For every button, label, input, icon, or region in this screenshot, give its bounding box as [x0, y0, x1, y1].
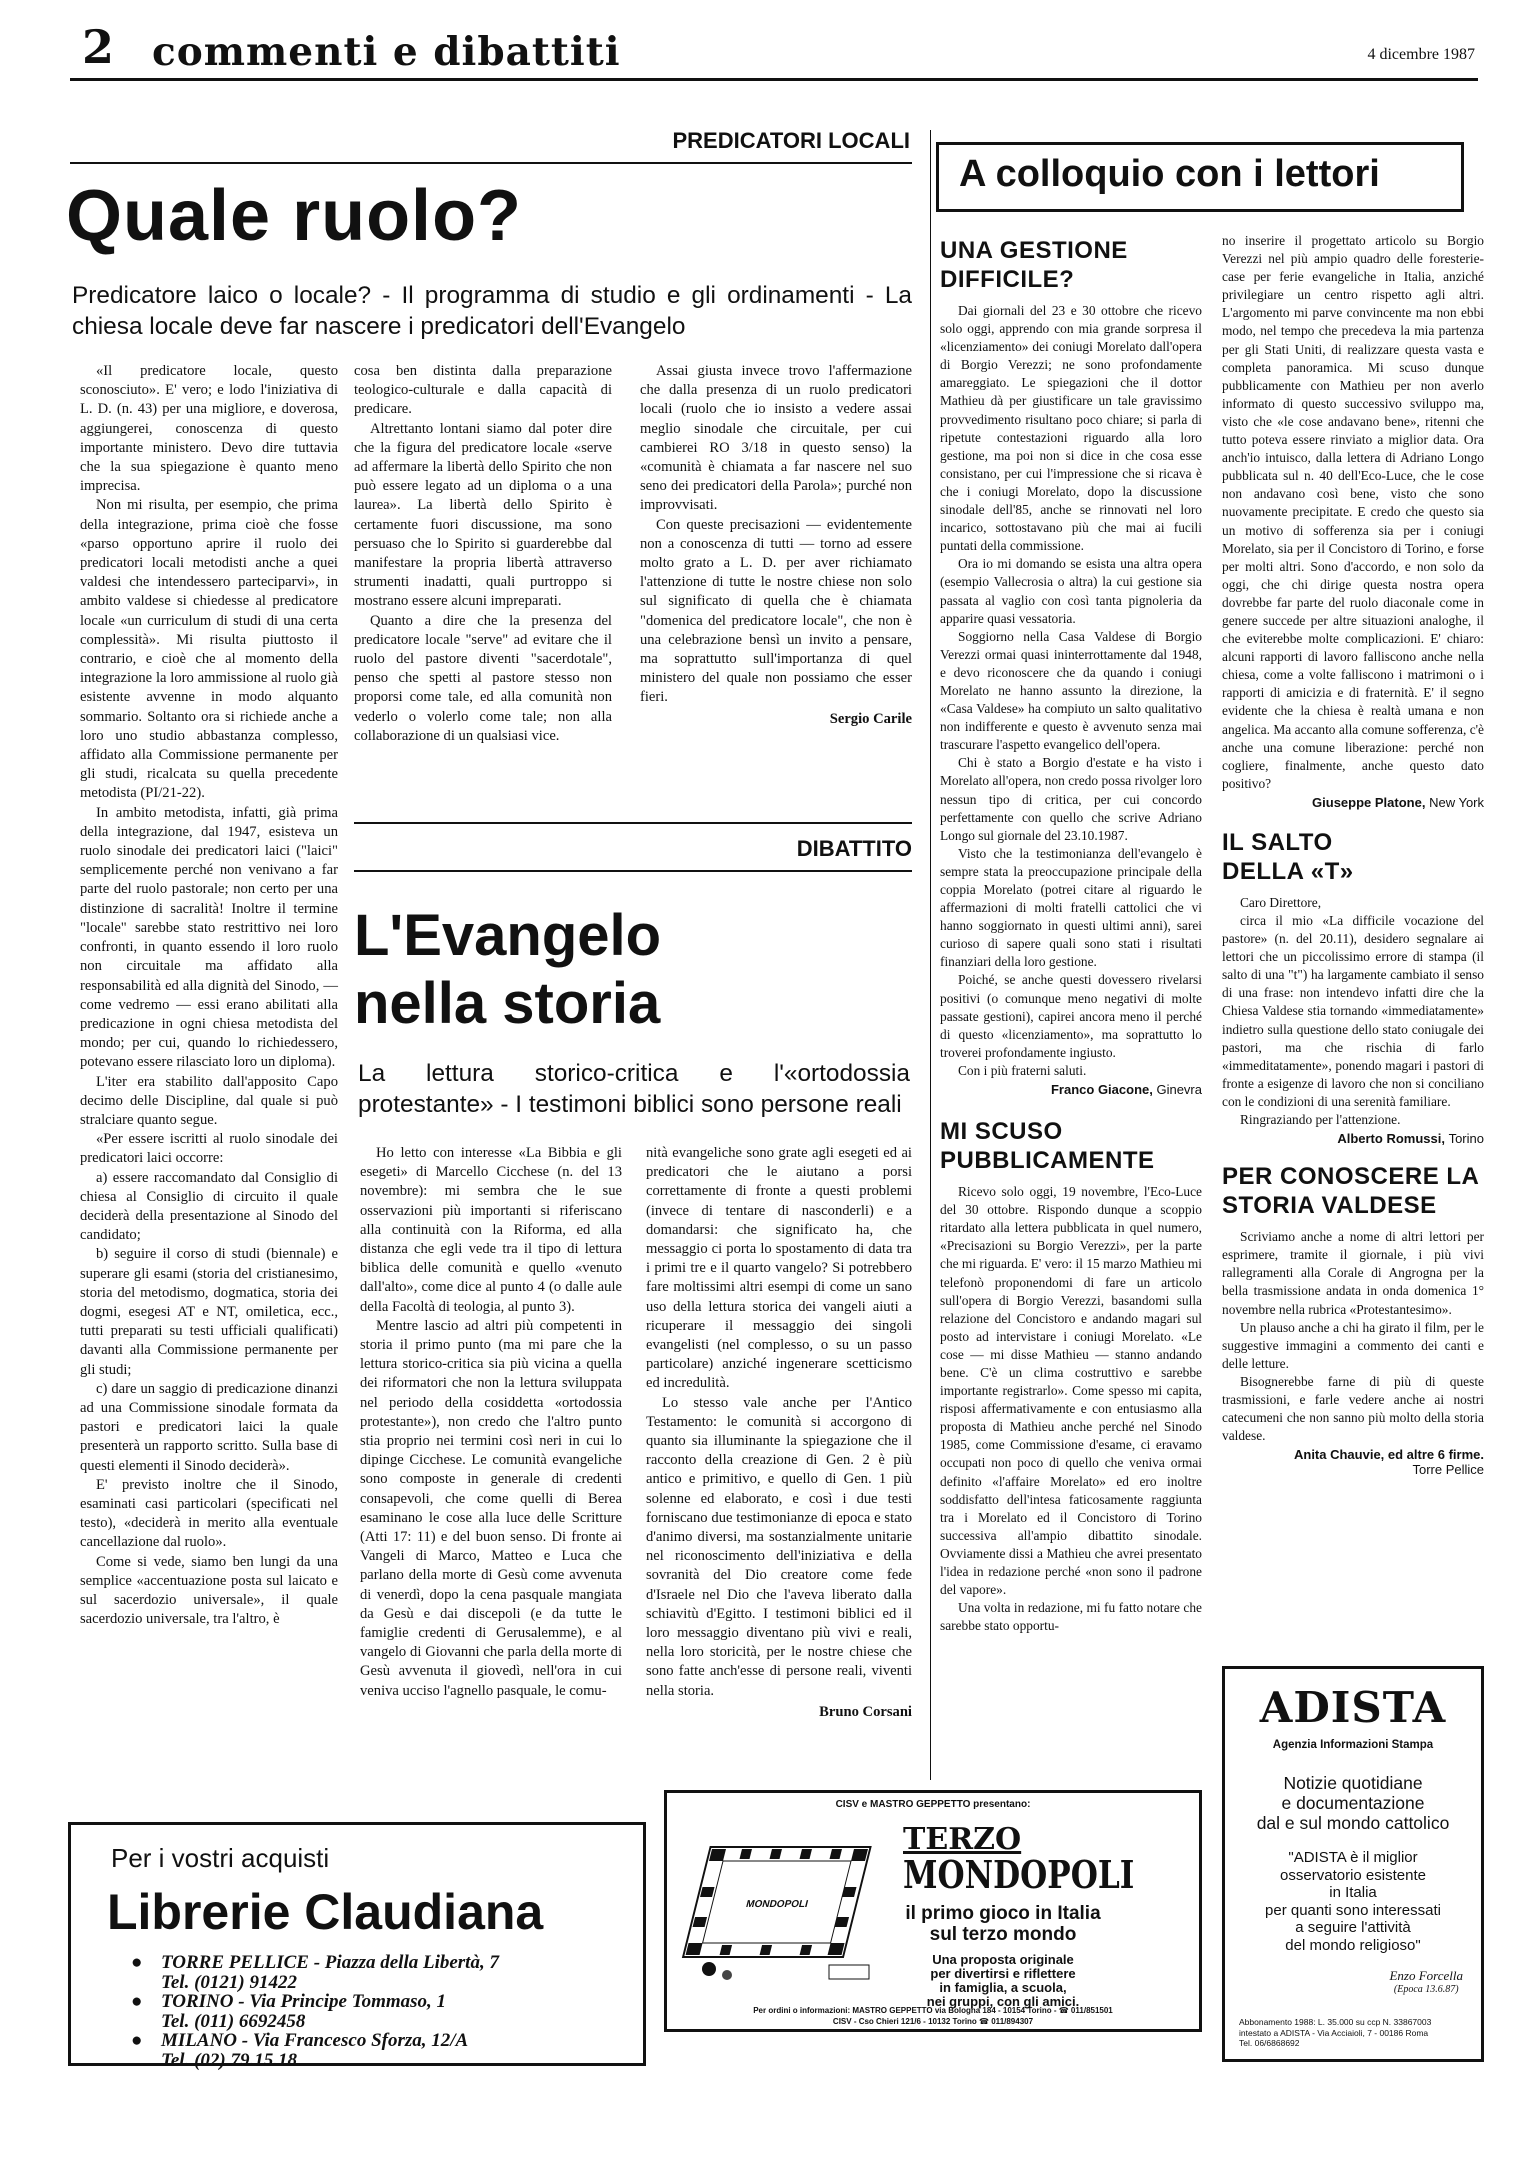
- signer-name: Giuseppe Platone: [1312, 794, 1422, 810]
- letter1-body: [940, 302, 1202, 1080]
- article1-subtitle: Predicatore laico o locale? - Il programma di studio e gli ordinamenti - La chiesa locale deve far nascere i predicatori dell'Evangelo: [72, 282, 912, 340]
- paragraph: Bisognerebbe farne di più di queste trasmissioni, e farle vedere anche ai nostri catecumeni che non sanno più molto della storia valdese.: [1222, 1373, 1484, 1444]
- paragraph: Ho letto con interesse «La Bibbia e gli esegeti» di Marcello Cicchese (n. del 13 novembre): mi sembra che le sue osservazioni più importanti si riferiscano alla continuità con la Riforma, ed alla distanza che egli vede tra il tipo di lettura biblica delle comunità e quello «venuto dall'alto», come dice al punto 4 (o dalle aule della Facoltà di teologia, al punto 3).: [360, 1145, 622, 1315]
- store-phone: Tel. (02) 79.15.18: [161, 2049, 297, 2071]
- column-divider: [930, 130, 931, 1780]
- paragraph: Un plauso anche a chi ha girato il film, per le suggestive immagini a commento dei canti e delle letture.: [1222, 1319, 1484, 1371]
- article1-col3: [640, 362, 912, 729]
- quote-line: osservatorio esistente: [1280, 1866, 1426, 1884]
- letter4-heading: PER CONOSCERE LA STORIA VALDESE: [1222, 1163, 1479, 1220]
- dibattito-rule: [354, 822, 912, 824]
- masthead: [70, 18, 1475, 78]
- article1-signature: Sergio Carile: [829, 710, 912, 727]
- paragraph: In ambito metodista, infatti, già prima della integrazione, dal 1947, esisteva un ruolo sinodale dei predicatori laici ("laici" semplicemente perché non venivano a far parte del ruolo pastorale; non certo per una distinzione di sacralità! Inoltre il termine "locale" sarebbe stato restrittivo nei loro confronti, in quanto essendo il loro ruolo non circuitale ma affidato alla responsabilità ed alla dignità del Sinodo, — come vedremo — essi erano abilitati alla predicazione in ogni chiesa metodista del mondo; per cui, quando lo richiedessero, potevano essere rilasciato loro un diploma).: [80, 804, 338, 1071]
- author-source: (Epoca 13.6.87): [1393, 1984, 1459, 1995]
- kicker-rule: [70, 162, 912, 164]
- issue-date: 4 dicembre 1987: [1367, 46, 1475, 63]
- store-address: TORINO - Via Principe Tommaso, 1: [161, 1991, 447, 2012]
- paragraph: L'iter era stabilito dall'apposito Capo decimo delle Discipline, dal quale si può stralciare quanto segue.: [80, 1073, 338, 1128]
- paragraph: Quanto a dire che la presenza del predicatore locale "serve" ad evitare che il ruolo del pastore diventi "sacerdotale", penso che spetti al pastore stesso non proporsi come tale, ed alla comunità non vederlo o volerlo come tale; non alla collaborazione di un qualsiasi vice.: [354, 612, 612, 744]
- paragraph: no inserire il progettato articolo su Borgio Verezzi nel più ampio quadro delle foresterie-case per ferie evangeliche in Italia, anziché privilegiare un centro rispetto agli altri. L'argomento mi parve convincente ma non ebbi modo, nel tempo che precedeva la mia partenza per gli Stati Uniti, di realizzare questa vasta e completa panoramica. Mi scuso dunque pubblicamente con Mathieu per non averlo informato di questo successivo sviluppo ma, visto che «le cose andavano bene», ritenni che tutto poteva essere rinviato a miglior data. Ora anch'io intuisco, dalla lettera di Adriano Longo pubblicata sul n. 40 dell'Eco-Luce, che le cose non andavano così bene, visto che sono nuovamente precipitate. E credo che questo sia un motivo di sofferenza sia per i coniugi Morelato, sia per il Concistoro di Torino, e forse per molti altri. Sono d'accordo, e non solo da oggi, che chi dirige questa nostra opera dovrebbe far parte del ruolo diaconale come in genere succede per altre situazioni analoghe, il che eviterebbe molte complicazioni. E' chiaro: alcuni rapporti di lavoro falliscono anche nella chiesa, come a volte falliscono i matrimoni o i rapporti di amicizia e di fraternità. E' il segno evidente che la chiesa è realtà umana e non angelica. Ma accanto alla comune sofferenza, c'è anche una comune liberazione: perché non cogliere, finalmente, anche questo dato positivo?: [1222, 233, 1484, 791]
- paragraph: Poiché, se anche questi dovessero rivelarsi positivi (o comunque meno negativi di molte passate gestioni), capirei ancora meno il perché di questo «licenziamento», ma soprattutto lo troverei profondamente ingiusto.: [940, 972, 1202, 1060]
- paragraph: Una volta in redazione, mi fu fatto notare che sarebbe stato opportu-: [940, 1600, 1202, 1634]
- letter4-signature: Anita Chauvie, ed altre 6 firme.: [1293, 1447, 1484, 1463]
- paragraph: a) essere raccomandato dal Consiglio di chiesa al Consiglio di circuito il quale deciderà della presentazione al Sinodo del candidato;: [80, 1169, 338, 1244]
- letters-right-col: [1222, 232, 1484, 1477]
- signer-city: Torino: [1448, 1131, 1484, 1147]
- paragraph: Visto che la testimonianza dell'evangelo è sempre stata la preoccupazione principale della coppia Morelato (potrei citare al riguardo le affermazioni di molti fratelli cattolici che vi hanno soggiornato in questi ultimi anni), sarei curioso di sapere quali sono stati i risultati finanziari della loro gestione.: [940, 845, 1202, 970]
- quote-line: in Italia: [1329, 1884, 1377, 1901]
- adista-fine-print: [1239, 2017, 1431, 2049]
- letters-box-title: A colloquio con i lettori: [959, 153, 1380, 195]
- tagline-line: il primo gioco in Italia: [905, 1903, 1101, 1924]
- letter4-body: [1222, 1228, 1484, 1445]
- fine-print-line: intestato a ADISTA - Via Acciaioli, 7 - 00186 Roma: [1239, 2027, 1429, 2038]
- claudiana-name: Librerie Claudiana: [107, 1884, 544, 1940]
- store-phone: Tel. (011) 6692458: [161, 2010, 306, 2032]
- desc-line: Una proposta originale: [932, 1952, 1074, 1967]
- masthead-rule: [70, 78, 1478, 81]
- author-name: Enzo Forcella: [1389, 1968, 1463, 1983]
- article2-title: [354, 902, 661, 1038]
- signer-name: Franco Giacone: [1050, 1082, 1150, 1098]
- signer-city: New York: [1429, 794, 1484, 810]
- store-item: [131, 1991, 499, 2012]
- store-phone: Tel. (0121) 91422: [161, 1971, 297, 1993]
- article1-kicker: PREDICATORI LOCALI: [672, 128, 910, 153]
- quote-line: "ADISTA è il miglior: [1288, 1849, 1418, 1866]
- title-line: L'Evangelo: [354, 903, 662, 968]
- paragraph: Non mi risulta, per esempio, che prima della integrazione, prima cioè che fosse «parso opportuno aprire il ruolo dei predicatori locali metodisti anche a quei valdesi che intendessero parteciparvi», in ambito valdese si chiedesse al predicatore locale «un curriculum di studi di una certa complessità». Mi risulta piuttosto il contrario, e cioè che al momento della integrazione la loro ammissione al ruolo già esistente avvenne in modo alquanto sommario. Soltanto ora si richiede anche a loro uno studio abbastanza complesso, affidato alla Commissione permanente per gli studi, ricalcata su quella precedente metodista (PI/21-22).: [80, 497, 338, 802]
- fine-print-line: Tel. 06/6868692: [1239, 2038, 1300, 2048]
- adista-logo: ADISTA: [1259, 1683, 1447, 1732]
- adista-lines: [1225, 1773, 1481, 1833]
- section-title: commenti e dibattiti: [152, 29, 621, 75]
- paragraph: E' previsto inoltre che il Sinodo, esaminati casi particolari (specificati nel testo), «deciderà in merito alla eventuale cancellazione dal ruolo».: [80, 1476, 338, 1551]
- mondopoli-logo: [903, 1822, 1185, 1897]
- footer-line: CISV - Cso Chieri 121/6 - 10132 Torino ☎ 011/894307: [832, 2017, 1034, 2026]
- paragraph: Lo stesso vale anche per l'Antico Testamento: le comunità si accorgono di quanto sia illuminante la spiegazione che il racconto della creazione di Gen. 2 è più antico e primitivo, e quello di Gen. 1 più solenne ed elaborato, e così i due testi forniscano due testimonianze di epoca e stato d'animo diversi, ma sostanzialmente unitarie nel riconoscimento dell'iniziativa e della sovranità del Dio creatore come fede d'Israele nel Dio che l'aveva liberato dalla schiavitù d'Egitto. I testimoni biblici ed il loro messaggio diventano più vivi e reali, nella loro storicità, per le nostre chiese che sono fatte anch'esse di persone reali, viventi nella storia.: [646, 1394, 912, 1699]
- letter1-signature: Franco Giacone, Ginevra: [1050, 1082, 1202, 1098]
- signer-name: Alberto Romussi: [1337, 1131, 1442, 1147]
- logo-line: TERZO: [903, 1822, 1022, 1857]
- paragraph: Con queste precisazioni — evidentemente non a conoscenza di tutti — torno ad essere molto grato a L. D. per aver richiamato l'attenzione di tutte le nostre chiese non solo sul significato di quella che è chiamata "domenica del predicatore locale", che non è una celebrazione bensì un invito a pensare, ma soprattutto sull'importanza di quel ministero del quale non possiamo che esser fieri.: [640, 516, 912, 706]
- adista-ad: [1222, 1666, 1484, 2062]
- quote-line: del mondo religioso": [1285, 1936, 1421, 1954]
- desc-line: in famiglia, a scuola,: [939, 1980, 1067, 1995]
- letter1-continued: [1222, 232, 1484, 793]
- letter1-signature-2: Giuseppe Platone, New York: [1312, 794, 1484, 810]
- store-item: [131, 1952, 499, 1973]
- adista-subtitle: Agenzia Informazioni Stampa: [1272, 1739, 1434, 1751]
- paragraph: Dai giornali del 23 e 30 ottobre che ricevo solo oggi, apprendo con mia grande sorpresa il «licenziamento» dei coniugi Morelato dall'opera di Borgio Verezzi; ne sono profondamente amareggiato. Le spiegazioni che il dottor Mathieu dà per giustificare un tale gravissimo provvedimento risultano poco chiare; si parla di ripetute contestazioni riguardo alla loro gestione, ma poi non si dice in che cosa esse consistano, per cui l'impressione che si ricava è che i coniugi Morelato, dopo la discussione sinodale dell'85, anche se rinnovati nel loro incarico, sottostavano più che mai ai fucili puntati della commissione.: [940, 303, 1202, 554]
- letter2-body: [940, 1183, 1202, 1635]
- paragraph: Come si vede, siamo ben lungi da una semplice «accentuazione posta sul laicato e sul sacerdozio universale», il quale sacerdozio universale, tra l'altro, è: [80, 1553, 338, 1628]
- paragraph: Ringraziando per l'attenzione.: [1240, 1112, 1401, 1128]
- store-address: TORRE PELLICE - Piazza della Libertà, 7: [161, 1952, 499, 1973]
- paragraph: circa il mio «La difficile vocazione del pastore» (n. del 20.11), desidero segnalare ai lettori che un piccolissimo errore di stampa (il salto di una "t") ha largamente cambiato il senso di una frase: non intendevo infatti dire che la Chiesa Valdese stia tornando «immediatamente» indietro sulla questione dello stato coniugale dei pastori, ma che rischia di farlo «immeditatamente», ponendo magari i pastori di fronte a esigenze di lavoro che non si conciliano con le condizioni di una serenità familiare.: [1222, 913, 1484, 1109]
- paragraph: b) seguire il corso di studi (biennale) e superare gli esami (storia del cristianesimo, storia del metodismo, dogmatica, storia dei dogmi, esegesi AT e NT, omiletica, ecc., tutti preparati su testi ufficiali qualificati) davanti alla Commissione permanente per gli studi;: [80, 1246, 338, 1378]
- claudiana-ad: [68, 1822, 646, 2071]
- adista-author: [1389, 1969, 1463, 1997]
- article2-col1: [360, 1144, 622, 1701]
- mondopoli-tagline: [903, 1903, 1103, 1945]
- paragraph: Ora io mi domando se esista una altra opera (esempio Vallecrosia o altra) la cui gestione sia passata al vaglio con così tanta pignoleria da apparire quasi vessatoria.: [940, 556, 1202, 626]
- letter3-signature: Alberto Romussi, Torino: [1337, 1131, 1484, 1147]
- game-board-illustration: [679, 1837, 893, 1987]
- logo-line: MONDOPOLI: [903, 1852, 1135, 1897]
- letter3-heading: IL SALTO DELLA «T»: [1222, 828, 1354, 885]
- adista-line: dal e sul mondo cattolico: [1256, 1813, 1450, 1833]
- quote-line: per quanti sono interessati: [1265, 1901, 1441, 1919]
- article2-kicker: DIBATTITO: [796, 836, 912, 861]
- quote-line: a seguire l'attività: [1295, 1919, 1411, 1936]
- article1-col2: [354, 362, 612, 746]
- paragraph: «Per essere iscritti al ruolo sinodale dei predicatori laici occorre:: [80, 1131, 338, 1167]
- bullet-icon: ●: [131, 1952, 143, 1973]
- letters-left-col: [940, 236, 1202, 1635]
- paragraph: Assai giusta invece trovo l'affermazione che dalla presenza di un ruolo predicatori locali (ruolo che io insisto a vedere assai meglio sinodale che circuitale, per cui cambierei RO 3/18 in questo senso) la «comunità è chiamata a far nascere nel suo seno dei predicatori della Parola»; purché non improvvisati.: [640, 363, 912, 514]
- desc-line: nei gruppi, con gli amici.: [926, 1994, 1080, 2009]
- tagline-line: sul terzo mondo: [929, 1924, 1077, 1945]
- kicker2-rule: [354, 870, 912, 872]
- article1-col1: [80, 362, 338, 1629]
- paragraph: Altrettanto lontani siamo dal poter dire che la figura del predicatore locale «serve ad affermare la libertà dello Spirito che non può essere legato ad un diploma o a una laurea». La libertà dello Spirito è certamente fuori discussione, ma sono persuaso che lo Spirito si guarderebbe dal manifestare la propria libertà attraverso strumenti inadatti, quali purtroppo si mostrano essere alcuni impreparati.: [354, 420, 612, 610]
- paragraph: «Il predicatore locale, questo sconosciuto». E' vero; e lodo l'iniziativa di L. D. (n. 43) per una migliore, e doverosa, aggiungerei, conoscenza di questo importante ministero. Devo dire tuttavia che la sua spiegazione è quanto meno imprecisa.: [80, 363, 338, 495]
- article1-title: Quale ruolo?: [66, 176, 523, 256]
- store-address: MILANO - Via Francesco Sforza, 12/A: [161, 2030, 469, 2051]
- article2-subtitle: La lettura storico-critica e l'«ortodossia protestante» - I testimoni biblici sono persone reali: [358, 1060, 910, 1118]
- paragraph: Scriviamo anche a nome di altri lettori per esprimere, tramite il giornale, i più vivi rallegramenti alla Corale di Angrogna per la bella trasmissione andata in onda domenica 1° novembre nella rubrica «Protestantesimo».: [1222, 1229, 1484, 1317]
- adista-line: e documentazione: [1281, 1793, 1425, 1813]
- adista-quote: [1225, 1849, 1481, 1954]
- letter2-heading: MI SCUSO PUBBLICAMENTE: [940, 1118, 1155, 1175]
- letter1-heading: UNA GESTIONE DIFFICILE?: [940, 237, 1128, 293]
- letter3-body: [1222, 894, 1484, 1129]
- paragraph: Chi è stato a Borgio d'estate e ha visto i Morelato all'opera, non credo possa rivolger loro nessun tipo di critica, per cui concordo perfettamente con quello che scrive Adriano Longo sul giornale del 23.10.1987.: [940, 755, 1202, 843]
- paragraph: Mentre lascio ad altri più competenti in storia il primo punto (ma mi pare che la lettura storico-critica sia più vicina a quella dei riformatori che non la lettura sviluppata nel periodo della cosiddetta «ortodossia protestante»), non credo che l'altro punto stia proprio nei termini così neri in cui lo dipinge Cicchese. Le comunità evangeliche sono composte in generale di credenti consapevoli, che come quelli di Berea esaminano le cose alla luce delle Scritture (Atti 17: 11) e del buon senso. Di fronte ai Vangeli di Marco, Matteo e Luca che parlano della morte di Gesù come avvenuta di venerdì, dopo la cena pasquale mangiata da Gesù e dai discepoli (e da tutte le famiglie credenti di Gerusalemme), e al vangelo di Giovanni che parla della morte di Gesù avvenuta il giovedì, nell'ora in cui veniva ucciso l'agnello pasquale, le comu-: [360, 1317, 622, 1699]
- article2-col2: [646, 1144, 912, 1722]
- paragraph: Caro Direttore,: [1240, 894, 1322, 910]
- mondopoli-footer: [667, 2005, 1199, 2027]
- letter4-city: Torre Pellice: [1412, 1462, 1484, 1478]
- mondopoli-desc: [903, 1953, 1103, 2009]
- letters-box: [936, 142, 1464, 212]
- page-number: 2: [82, 20, 115, 74]
- store-item: [131, 2030, 499, 2051]
- bullet-icon: ●: [131, 1991, 143, 2012]
- mondopoli-presenter: CISV e MASTRO GEPPETTO presentano:: [835, 1799, 1031, 1810]
- paragraph: Ricevo solo oggi, 19 novembre, l'Eco-Luce del 30 ottobre. Rispondo dunque a scoppio ritardato alla lettera pubblicata in quel numero, «Precisazioni su Borgio Verezzi», per la parte che mi riguarda. E' vero: il 15 marzo Mathieu mi telefonò proponendomi di fare un articolo sull'opera di Borgio Verezzi, basandomi sulla relazione del Concistoro e andando magari sul posto ad intervistare i coniugi Morelato. «Le cose — mi disse Mathieu — stanno andando bene. C'è un clima costruttivo e sarebbe importante registrarlo». Come spesso mi capita, risposi affermativamente e con entusiasmo alla proposta di Mathieu anche perché nel Sinodo 1985, come Commissione d'esame, ci eravamo occupati non poco di quello che veniva ormai definito «l'affaire Morelato» ed ero inoltre soddisfatto dell'intesa faticosamente raggiunta tra i Morelato ed il Concistoro di Torino successiva all'ampio dibattito sinodale. Ovviamente dissi a Mathieu che avrei presentato l'idea in redazione perché «non sono il padrone del vapore».: [940, 1184, 1202, 1598]
- footer-line: Per ordini o informazioni: MASTRO GEPPETTO via Bologna 184 - 10154 Torino - ☎ 011/851501: [753, 2006, 1113, 2015]
- paragraph: Soggiorno nella Casa Valdese di Borgio Verezzi ormai quasi ininterrottamente dal 1948, e devo riconoscere che da quando i coniugi Morelato ne hanno assunto la direzione, la «Casa Valdese» ha compiuto un salto qualitativo non indifferente e questo è avvenuto senza mai trascurare l'aspetto evangelico dell'opera.: [940, 628, 1202, 753]
- paragraph: cosa ben distinta dalla preparazione teologico-culturale e dalla capacità di predicare.: [354, 363, 612, 418]
- article2-signature: Bruno Corsani: [819, 1703, 912, 1720]
- signer-city: Ginevra: [1156, 1082, 1202, 1098]
- title-line: nella storia: [354, 971, 661, 1036]
- paragraph: c) dare un saggio di predicazione dinanzi ad una Commissione sinodale formata da pastori e predicatori laici la quale presenterà un rapporto scritto. Sulla base di questi elementi il Sinodo deciderà».: [80, 1380, 338, 1474]
- claudiana-tagline: Per i vostri acquisti: [111, 1843, 330, 1873]
- desc-line: per divertirsi e riflettere: [930, 1966, 1076, 1981]
- adista-line: Notizie quotidiane: [1283, 1773, 1423, 1793]
- fine-print-line: Abbonamento 1988: L. 35.000 su ccp N. 33867003: [1239, 2017, 1432, 2027]
- claudiana-stores: [131, 1952, 499, 2071]
- svg-text:MONDOPOLI: MONDOPOLI: [744, 1899, 810, 1910]
- paragraph: nità evangeliche sono grate agli esegeti ed ai predicatori che le aiutano a porsi correttamente di fronte a questi problemi (invece di tentare di nasconderli) e a domandarsi: che significato ha, che messaggio ci porta lo spostamento di data tra i primi tre e il quarto vangelo? Si potrebbero fare moltissimi altri esempi di come un sano uso della lettura storica dei vangeli aiuti a ricuperare il messaggio dei singoli evangelisti (nel complesso, o su un passo particolare) anziché ingenerare scetticismo ed incredulità.: [646, 1145, 912, 1392]
- mondopoli-ad: [664, 1790, 1202, 2032]
- paragraph: Con i più fraterni saluti.: [958, 1062, 1087, 1078]
- bullet-icon: ●: [131, 2030, 143, 2051]
